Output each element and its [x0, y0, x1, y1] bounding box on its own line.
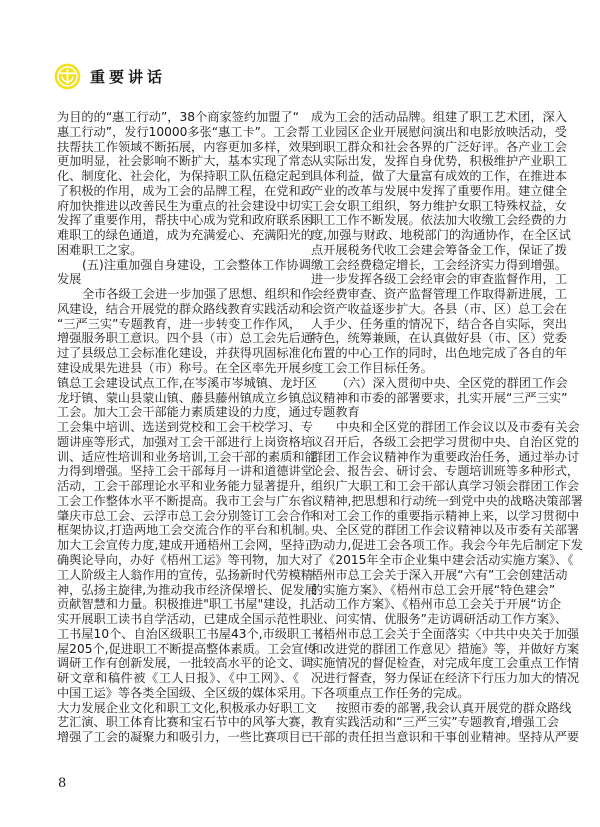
text-line: 具体利益，做了大量富有成效的工作，在推进本: [311, 169, 567, 184]
text-line: 按照市委的部署,我会认真开展党的群众路线: [336, 700, 572, 715]
text-line: 工会。加大工会干部能力素质建设的力度，通过: [57, 405, 313, 420]
text-line: 产业的改革与发展中发挥了重要作用。建立健全: [311, 183, 567, 198]
text-line: 业、问实情、优服务”走访调研活动工作方案》、: [311, 612, 568, 627]
paragraph: [311, 420, 583, 701]
text-line: 特色，统筹兼顾，在认真做好县（市、区）党委: [311, 331, 567, 346]
text-line: 的实施方案》、《梧州市总工会开展“特色建会”: [311, 582, 556, 597]
text-line: 和改进党的群团工作意见〉措施》等，并做好方案: [311, 641, 580, 656]
paragraph: [311, 110, 571, 376]
text-line: 论会、报告会、研讨会、专题培训班等多种形式，: [311, 464, 580, 479]
text-line: 发展: [57, 272, 82, 287]
union-logo-icon: [54, 63, 81, 90]
text-line: 工会女职工组织，努力维护女职工特殊权益，女: [311, 198, 567, 213]
text-line: 题讲座等形式，加强对工会干部进行上岗资格培: [57, 434, 313, 449]
text-line: 增强了工会的凝聚力和吸引力，一些比赛项目已: [57, 730, 313, 745]
left-column: [57, 110, 324, 745]
text-line: 从实际出发，发挥自身优势，积极维护产业职工: [311, 154, 567, 169]
text-line: 为动力,促进工会各项工作。我会今年先后制定下发: [311, 538, 583, 553]
text-line: 中国工运》等各类全国级、全区级的媒体采用。: [57, 685, 313, 700]
text-line: 央、全区党的群团工作会议精神以及市委有关部署: [311, 523, 580, 538]
text-line: 大力发展企业文化和职工文化,积极承办好职工文: [57, 700, 317, 715]
text-line: 实施情况的督促检查，对完成年度工会重点工作情: [311, 656, 580, 671]
text-line: 肇庆市总工会、云浮市总工会分别签订工会合作: [57, 508, 313, 523]
text-line: 点开展税务代收工会建会筹备金工作，保证了拨: [311, 242, 567, 257]
text-line: 风建设，结合开展党的群众路线教育实践活动和: [57, 301, 313, 316]
text-line: 工业园区企业开展慰问演出和电影放映活动，受: [311, 124, 567, 139]
text-line: 工书屋10个、自治区级职工书屋43个,市级职工书: [57, 626, 324, 641]
text-line: 专题教育: [311, 405, 360, 420]
paragraph: [57, 110, 313, 258]
text-line: 训、适应性培训和业务培训,工会干部的素质和能: [57, 449, 317, 464]
text-line: 到职工群众和社会各界的广泛好评。各产业工会: [311, 139, 567, 154]
paragraph: [311, 375, 568, 420]
text-line: 调研工作有创新发展，一批较高水平的论文、调: [57, 656, 313, 671]
paragraph: [57, 257, 311, 288]
text-line: 力得到增强。坚持工会干部每月一讲和道德讲堂: [57, 464, 313, 479]
text-line: 况进行督查，努力保证在经济下行压力加大的情况: [311, 671, 580, 686]
text-line: 活动工作方案》、《梧州市总工会关于开展“访企: [311, 597, 562, 612]
text-line: 镇总工会建设试点工作,在岑溪市岑城镇、龙圩区: [57, 375, 317, 390]
text-line: 屋205个,促进职工不断提高整体素质。工会宣传: [57, 641, 316, 656]
text-line: 建设成果先进县（市）称号。在全区率先开展乡: [57, 361, 313, 376]
paragraph: [311, 700, 580, 745]
text-line: 龙圩镇、蒙山县蒙山镇、藤县藤州镇成立乡镇总: [57, 390, 313, 405]
text-line: 组织广大职工和工会干部认真学习领会群团工作会: [311, 479, 580, 494]
text-line: 全市各级工会进一步加强了思想、组织和作: [82, 287, 314, 302]
text-line: 实开展职工读书自学活动，已建成全国示范性职: [57, 612, 313, 627]
page-number: 8: [58, 776, 67, 791]
text-line: 惠工行动”，发行10000多张“惠工卡”。工会帮: [57, 124, 310, 139]
text-line: 梧州市总工会关于深入开展“六有”工会创建活动: [311, 567, 568, 582]
text-line: 工会集中培训、选送到党校和工会干校学习、专: [57, 420, 313, 435]
text-line: 度,加强与财政、地税部门的沟通协作，在全区试: [311, 228, 571, 243]
text-line: 发挥了重要作用，帮扶中心成为党和政府联系困: [57, 213, 313, 228]
text-line: 加大工会宣传力度,建成开通梧州工会网，坚持正: [57, 538, 317, 553]
text-line: 《梧州市总工会关于全面落实〈中共中央关于加强: [311, 626, 580, 641]
text-line: 化、制度化、社会化，为保持职工队伍稳定起到: [57, 169, 313, 184]
text-line: 工会工作整体水平不断提高。我市工会与广东省: [57, 493, 313, 508]
right-column: [311, 110, 583, 745]
text-line: 议精神,把思想和行动统一到党中央的战略决策部署: [311, 493, 583, 508]
text-line: 了积极的作用，成为工会的品牌工程，在党和政: [57, 183, 313, 198]
text-line: 增强服务职工意识。四个县（市）总工会先后通: [57, 331, 313, 346]
text-line: 干部的责任担当意识和干事创业精神。坚持从严要: [311, 730, 580, 745]
text-line: 和对工会工作的重要指示精神上来，以学习贯彻中: [311, 508, 580, 523]
text-line: 了《2015年全市企业集中建会活动实施方案》、《: [311, 552, 574, 567]
text-line: 中央和全区党的群团工作会议以及市委有关会: [336, 420, 580, 435]
text-line: 困难职工之家。: [57, 242, 143, 257]
text-line: 下各项重点工作任务的完成。: [311, 685, 470, 700]
text-line: 会资产收益逐步扩大。各县（市、区）总工会在: [311, 301, 567, 316]
text-line: 会经费审查、资产监督管理工作取得新进展，工: [311, 287, 567, 302]
text-line: 度工会工作目标任务。: [311, 361, 433, 376]
text-line: 贡献智慧和力量。积极推进"职工书屋"建设，扎: [57, 597, 312, 612]
text-line: 难职工的绿色通道，成为充满爱心、充满阳光的: [57, 228, 313, 243]
text-line: 研文章和稿件被《工人日报》、《中工网》、《: [57, 671, 299, 686]
paragraph: [57, 287, 324, 745]
text-line: 活动，工会干部理论水平和业务能力显著提升，: [57, 479, 313, 494]
text-line: 工人阶级主人翁作用的宣传，弘扬新时代劳模精: [57, 567, 313, 582]
text-line: 艺汇演、职工体育比赛和宝石节中的风筝大赛，: [57, 715, 313, 730]
text-line: 教育实践活动和“三严三实”专题教育,增强工会: [311, 715, 560, 730]
text-line: 布置的中心工作的同时，出色地完成了各自的年: [311, 346, 567, 361]
text-line: 议召开后，各级工会把学习贯彻中央、自治区党的: [311, 434, 580, 449]
text-line: 神，弘扬主旋律,为推动我市经济保增长、促发展: [57, 582, 317, 597]
text-line: 府加快推进以改善民生为重点的社会建设中切实: [57, 198, 313, 213]
text-line: 缴工会经费稳定增长，工会经济实力得到增强。: [311, 257, 567, 272]
text-line: 更加明显，社会影响不断扩大，基本实现了常态: [57, 154, 313, 169]
text-line: 人手少、任务重的情况下，结合各自实际，突出: [311, 316, 567, 331]
text-line: 扶帮扶工作领域不断拓展，内容更加多样，效果: [57, 139, 313, 154]
text-line: 框架协议,打造两地工会交流合作的平台和机制。: [57, 523, 317, 538]
text-line: 为目的的“惠工行动”，38个商家签约加盟了“: [57, 110, 299, 124]
text-line: 确舆论导向，办好《梧州工运》等刊物，加大对: [57, 552, 313, 567]
text-line: 群团工作会议精神作为重要政治任务，通过举办讨: [311, 449, 580, 464]
page-header: [54, 62, 166, 90]
text-line: “三严三实”专题教育，进一步转变工作作风，: [57, 316, 302, 331]
text-line: 过了县级总工会标准化建设，并获得巩固标准化: [57, 346, 313, 361]
text-line: 职工工作不断发展。依法加大收缴工会经费的力: [311, 213, 567, 228]
section-title: 重要讲话: [90, 67, 167, 86]
text-line: 成为工会的活动品牌。组建了职工艺术团，深入: [311, 110, 567, 124]
text-line: (五)注重加强自身建设，工会整体工作协调: [82, 257, 311, 272]
text-line: 议精神和市委的部署要求，扎实开展“三严三实”: [311, 390, 568, 405]
text-line: （六）深入贯彻中央、全区党的群团工作会: [336, 375, 568, 390]
text-line: 进一步发挥各级工会经审会的审查监督作用，工: [311, 272, 567, 287]
